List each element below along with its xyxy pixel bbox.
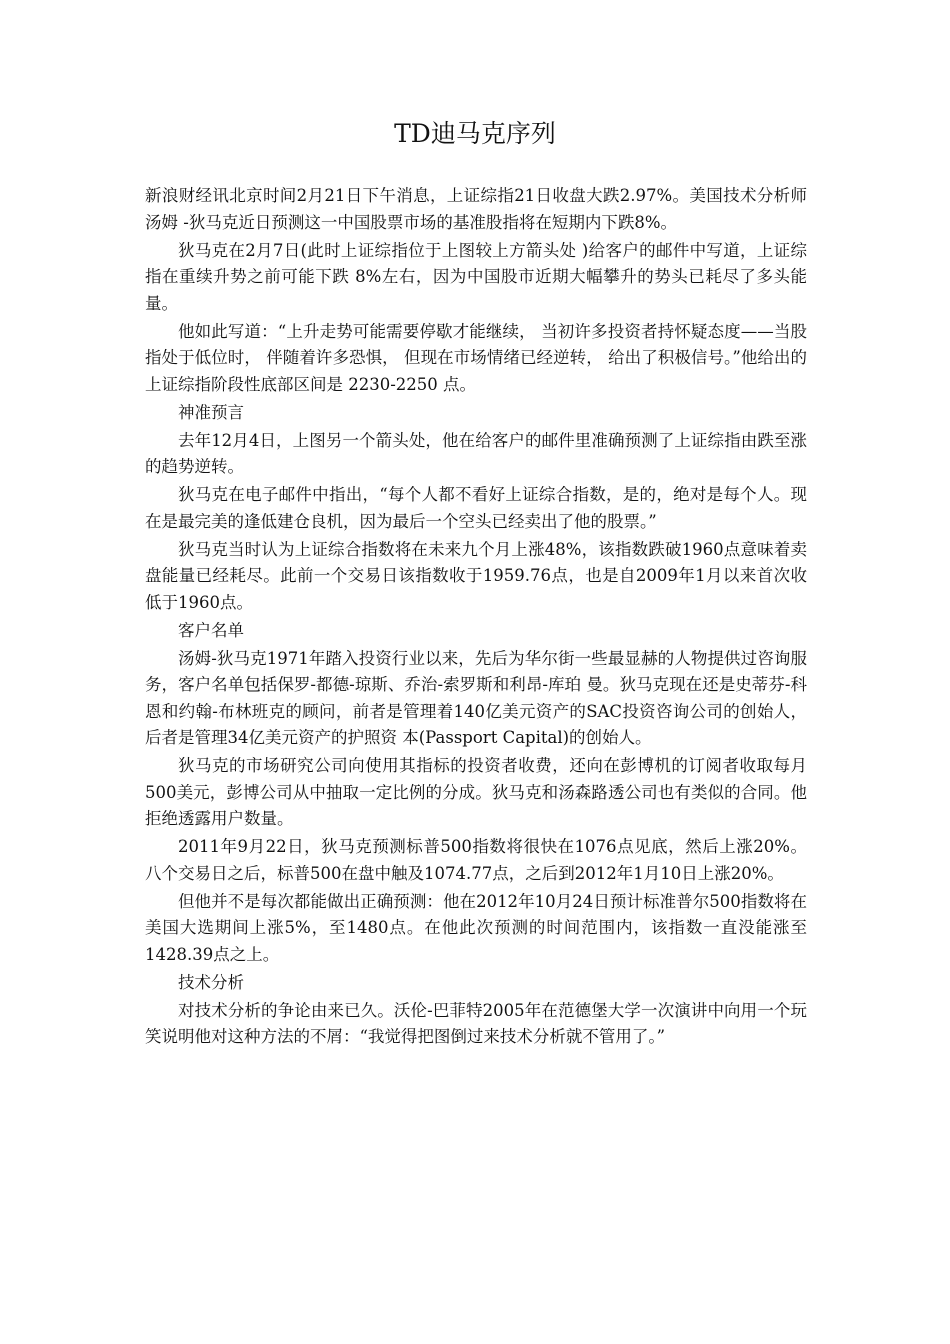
paragraph: 狄马克的市场研究公司向使用其指标的投资者收费，还向在彭博机的订阅者收取每月500美元，彭博公司从中抽取一定比例的分成。狄马克和汤森路透公司也有类似的合同。他拒绝透露用户数量。 [145,756,807,828]
document-title: TD迪马克序列 [394,119,556,148]
paragraph: 汤姆-狄马克1971年踏入投资行业以来，先后为华尔街一些最显赫的人物提供过咨询服务，客户名单包括保罗-都德-琼斯、乔治-索罗斯和利昂-库珀 曼。狄马克现在还是史蒂芬-科恩和约翰-布林班克的顾问，前者是管理着140亿美元资产的SAC投资咨询公司的创始人，后者是管理34亿美元资产的护照资 本(Passport Capital)的创始人。 [145,648,807,747]
section-heading: 技术分析 [178,972,244,992]
document-body [145,183,807,1052]
section-heading: 神准预言 [178,402,244,422]
section-heading: 客户名单 [178,620,244,640]
paragraph-intro: 新浪财经讯北京时间2月21日下午消息，上证综指21日收盘大跌2.97%。美国技术分析师汤姆 -狄马克近日预测这一中国股票市场的基准股指将在短期内下跌8%。 [145,186,807,232]
paragraph: 但他并不是每次都能做出正确预测：他在2012年10月24日预计标准普尔500指数将在美国大选期间上涨5%，至1480点。在他此次预测的时间范围内，该指数一直没能涨至1428.39点之上。 [145,891,807,964]
paragraph: 狄马克当时认为上证综合指数将在未来九个月上涨48%，该指数跌破1960点意味着卖盘能量已经耗尽。此前一个交易日该指数收于1959.76点，也是自2009年1月以来首次收低于1960点。 [145,539,807,612]
paragraph: 2011年9月22日，狄马克预测标普500指数将很快在1076点见底，然后上涨20%。八个交易日之后，标普500在盘中触及1074.77点，之后到2012年1月10日上涨20%。 [145,837,807,883]
paragraph: 对技术分析的争论由来已久。沃伦-巴菲特2005年在范德堡大学一次演讲中向用一个玩笑说明他对这种方法的不屑：“我觉得把图倒过来技术分析就不管用了。” [145,1000,807,1046]
paragraph: 狄马克在2月7日(此时上证综指位于上图较上方箭头处 )给客户的邮件中写道，上证综指在重续升势之前可能下跌 8%左右，因为中国股市近期大幅攀升的势头已耗尽了多头能量。 [145,240,807,313]
paragraph: 他如此写道：“上升走势可能需要停歇才能继续， 当初许多投资者持怀疑态度——当股指处于低位时， 伴随着许多恐惧， 但现在市场情绪已经逆转， 给出了积极信号。”他给出的上证综指阶段性底部区间是 2230-2250 点。 [145,321,807,394]
paragraph: 去年12月4日，上图另一个箭头处，他在给客户的邮件里准确预测了上证综指由跌至涨的趋势逆转。 [145,430,807,476]
paragraph: 狄马克在电子邮件中指出，“每个人都不看好上证综合指数，是的，绝对是每个人。现在是最完美的逢低建仓良机，因为最后一个空头已经卖出了他的股票。” [145,485,807,531]
